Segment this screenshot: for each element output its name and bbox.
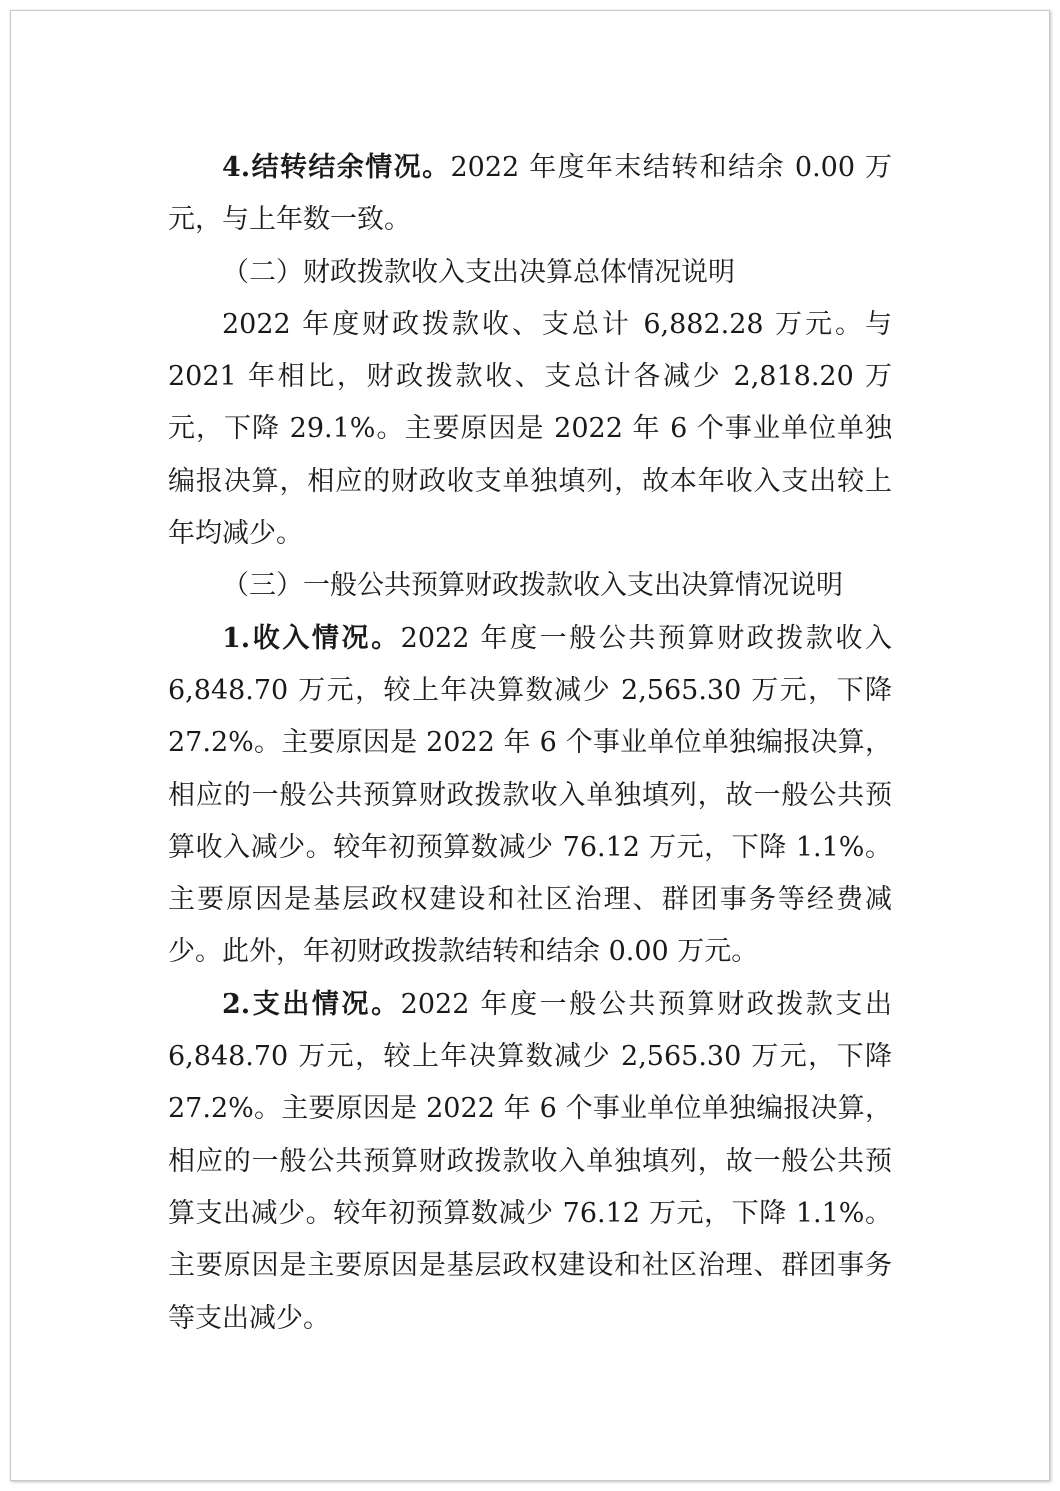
paragraph-text: 2022 年度一般公共预算财政拨款支出 6,848.70 万元，较上年决算数减少 2,565.30 万元，下降 27.2%。主要原因是 2022 年 6 个事业单位单独编报决算，相应的一般公共预算财政拨款收入单独填列，故一般公共预算支出减少。较年初预算数减少 76.12 万元，下降 1.1%。主要原因是主要原因是基层政权建设和社区治理、群团事务等支出减少。	[168, 988, 893, 1334]
paragraph-expenditure	[168, 979, 892, 1345]
section-heading-general-budget	[168, 560, 892, 612]
paragraph-lead: 1.收入情况。	[222, 622, 401, 654]
paragraph-lead: 2.支出情况。	[222, 988, 401, 1020]
document-body	[168, 142, 892, 1345]
heading-text: （三）一般公共预算财政拨款收入支出决算情况说明	[222, 570, 843, 602]
paragraph-fiscal-overall	[168, 299, 892, 560]
paragraph-text: 2022 年度年末结转和结余 0.00 万元，与上年数一致。	[168, 152, 893, 236]
paragraph-text: 2022 年度财政拨款收、支总计 6,882.28 万元。与 2021 年相比，财政拨款收、支总计各减少 2,818.20 万元，下降 29.1%。主要原因是 2022 年 6 个事业单位单独编报决算，相应的财政收支单独填列，故本年收入支出较上年均减少。	[168, 308, 892, 550]
paragraph-carryover	[168, 142, 892, 247]
paragraph-text: 2022 年度一般公共预算财政拨款收入 6,848.70 万元，较上年决算数减少 2,565.30 万元，下降 27.2%。主要原因是 2022 年 6 个事业单位单独编报决算，相应的一般公共预算财政拨款收入单独填列，故一般公共预算收入减少。较年初预算数减少 76.12 万元，下降 1.1%。主要原因是基层政权建设和社区治理、群团事务等经费减少。此外，年初财政拨款结转和结余 0.00 万元。	[168, 622, 893, 968]
paragraph-lead: 4.结转结余情况。	[222, 152, 451, 183]
section-heading-fiscal-overall	[168, 247, 892, 299]
paragraph-income	[168, 613, 892, 979]
heading-text: （二）财政拨款收入支出决算总体情况说明	[222, 256, 735, 288]
